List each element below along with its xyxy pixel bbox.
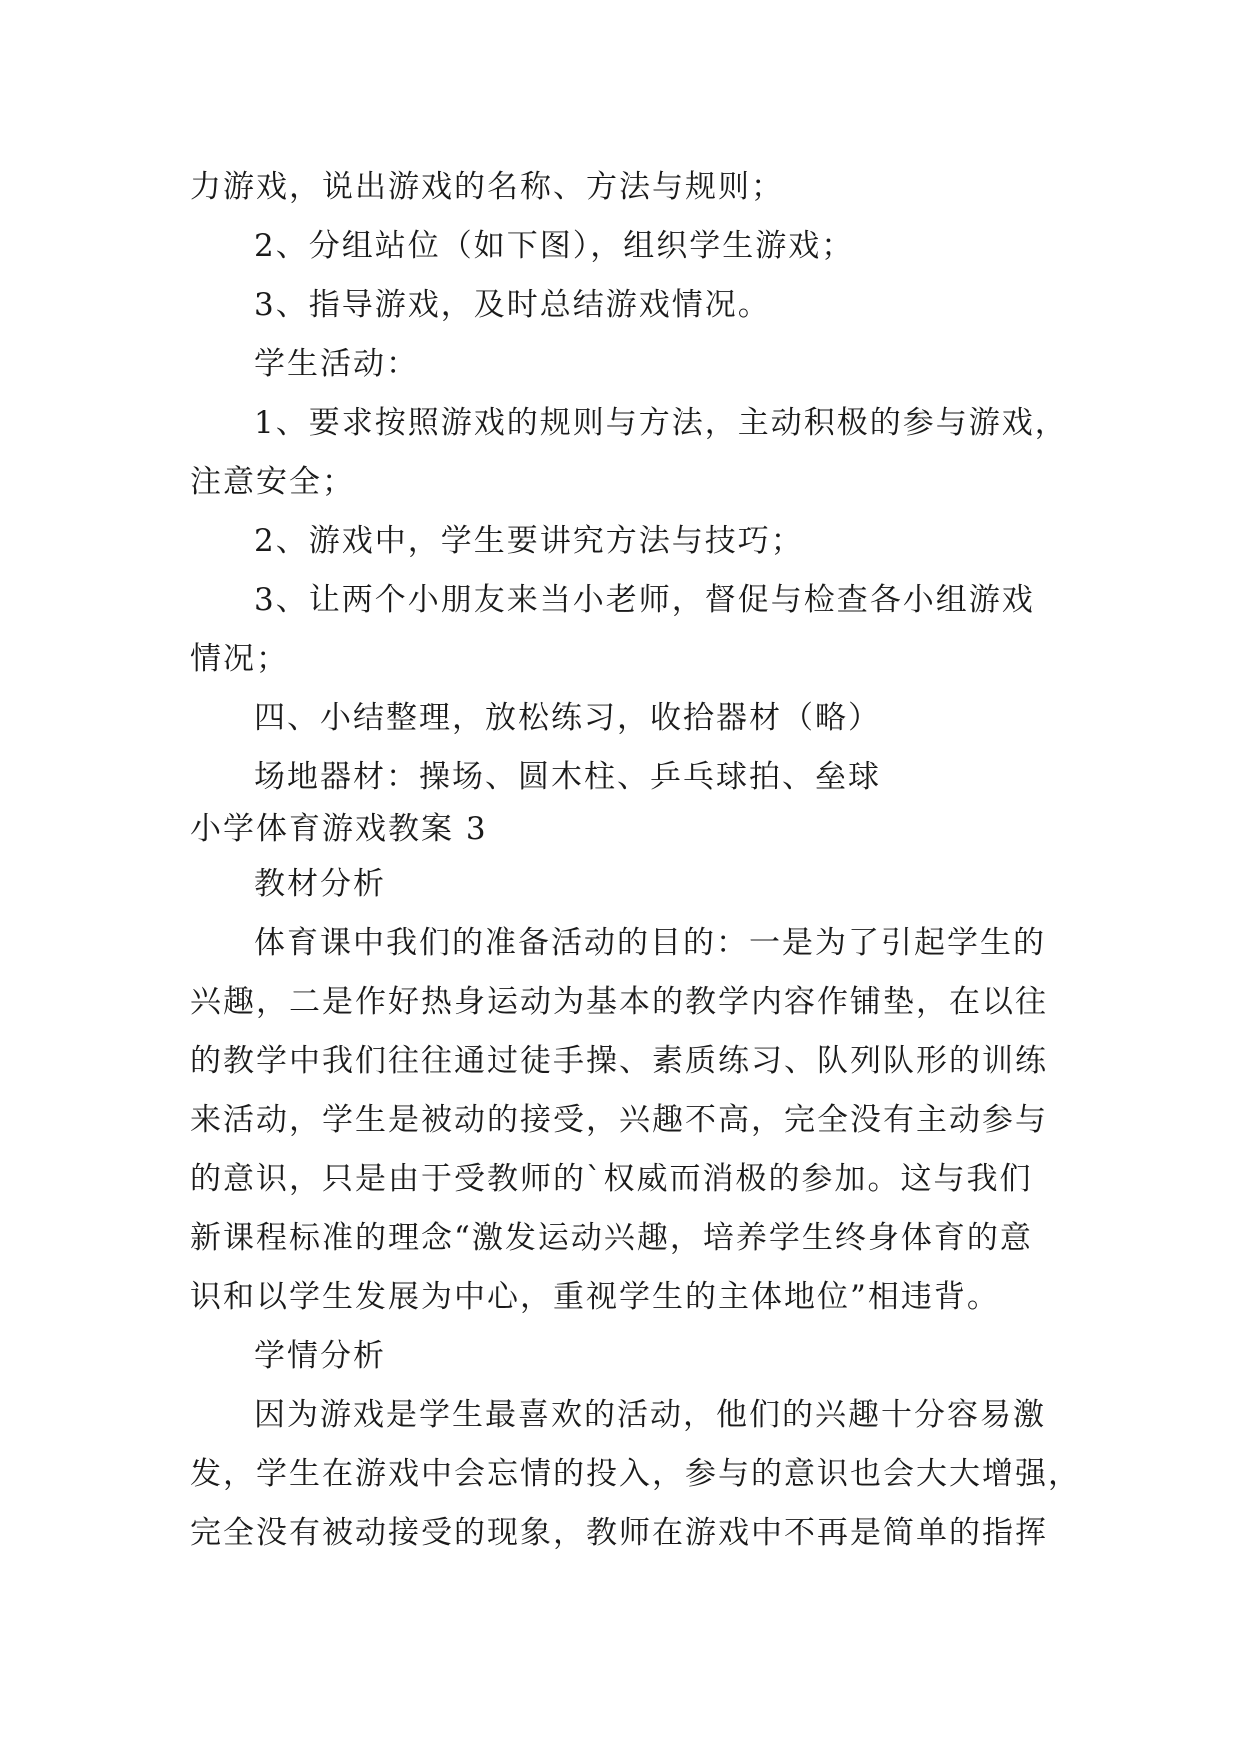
body-line: 发，学生在游戏中会忘情的投入，参与的意识也会大大增强， — [190, 1456, 1081, 1492]
body-line: 场地器材：操场、圆木柱、乒乓球拍、垒球 — [254, 759, 881, 795]
body-line: 情况； — [190, 641, 289, 677]
section-heading: 小学体育游戏教案 3 — [190, 811, 488, 847]
body-line: 3、让两个小朋友来当小老师，督促与检查各小组游戏 — [254, 582, 1035, 618]
body-line: 3、指导游戏，及时总结游戏情况。 — [254, 287, 771, 323]
body-line: 完全没有被动接受的现象，教师在游戏中不再是简单的指挥 — [190, 1515, 1048, 1551]
body-line: 识和以学生发展为中心，重视学生的主体地位”相违背。 — [190, 1279, 1000, 1315]
body-line: 新课程标准的理念“激发运动兴趣，培养学生终身体育的意 — [190, 1220, 1033, 1256]
body-line: 四、小结整理，放松练习，收拾器材（略） — [254, 700, 881, 736]
document-body — [190, 158, 1081, 1563]
body-line: 2、分组站位（如下图），组织学生游戏； — [254, 228, 855, 264]
body-line: 2、游戏中，学生要讲究方法与技巧； — [254, 523, 804, 559]
body-line: 兴趣，二是作好热身运动为基本的教学内容作铺垫，在以往 — [190, 984, 1048, 1020]
body-line: 的教学中我们往往通过徒手操、素质练习、队列队形的训练 — [190, 1043, 1048, 1079]
body-line: 因为游戏是学生最喜欢的活动，他们的兴趣十分容易激 — [254, 1397, 1046, 1433]
body-line: 1、要求按照游戏的规则与方法，主动积极的参与游戏， — [254, 405, 1068, 441]
body-line: 体育课中我们的准备活动的目的：一是为了引起学生的 — [254, 925, 1046, 961]
section-label: 学生活动： — [254, 346, 419, 382]
body-line: 注意安全； — [190, 464, 355, 500]
section-label: 学情分析 — [254, 1338, 386, 1374]
body-line: 来活动，学生是被动的接受，兴趣不高，完全没有主动参与 — [190, 1102, 1048, 1138]
body-line: 的意识，只是由于受教师的`权威而消极的参加。这与我们 — [190, 1161, 1033, 1197]
section-label: 教材分析 — [254, 866, 386, 902]
body-line: 力游戏，说出游戏的名称、方法与规则； — [190, 169, 784, 205]
